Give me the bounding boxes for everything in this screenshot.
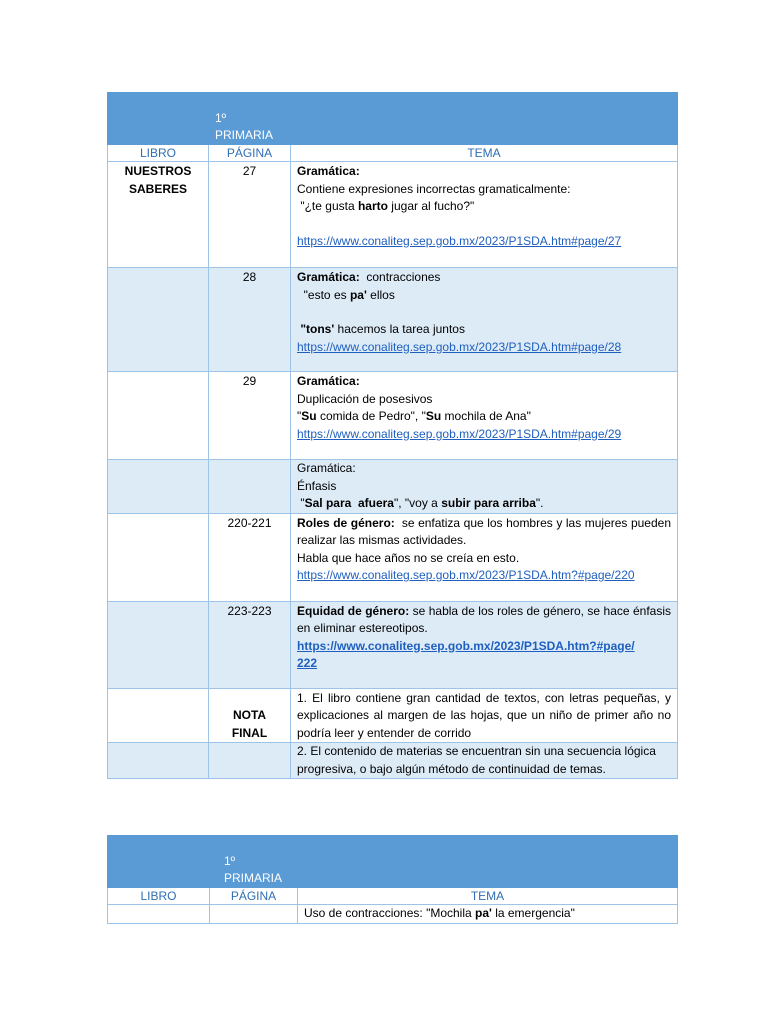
table-header-row xyxy=(108,93,678,145)
reference-link[interactable]: https://www.conaliteg.sep.gob.mx/2023/P1SDA.htm#page/27 xyxy=(297,233,622,248)
topic-example xyxy=(297,495,671,513)
example-text: hacemos la tarea juntos xyxy=(334,322,465,336)
topic-heading: Gramática: xyxy=(297,374,360,388)
book-empty-cell xyxy=(108,460,209,514)
topic-text: la emergencia" xyxy=(491,906,575,920)
book-empty-cell xyxy=(108,688,209,743)
table-header-row xyxy=(108,836,678,888)
example-text: "¿te gusta xyxy=(297,199,358,213)
example-text: " xyxy=(297,409,302,423)
table-row xyxy=(108,460,678,514)
column-header-page: PÁGINA xyxy=(210,888,298,905)
topic-example xyxy=(297,321,671,339)
example-bold: Su xyxy=(425,409,442,423)
column-header-topic: TEMA xyxy=(298,888,678,905)
page-number: 29 xyxy=(209,372,291,460)
page-empty-cell xyxy=(209,743,291,779)
book-empty-cell xyxy=(108,743,209,779)
final-note-2: 2. El contenido de materias se encuentran sin una secuencia lógica progresiva, o bajo algún método de continuidad de temas. xyxy=(291,743,678,779)
topic-example xyxy=(297,408,671,426)
reference-link-continued[interactable]: 222 xyxy=(297,656,318,670)
topic-example xyxy=(297,198,671,216)
topic-cell xyxy=(298,905,678,924)
example-bold: "tons' xyxy=(297,322,335,336)
example-bold: pa' xyxy=(349,287,367,302)
topic-text: Énfasis xyxy=(297,478,337,493)
example-text: mochila de Ana" xyxy=(441,409,531,423)
topic-text: Uso de contracciones: "Mochila xyxy=(304,906,476,920)
page-number: 220-221 xyxy=(209,513,291,601)
topic-cell xyxy=(291,372,678,460)
topic-cell xyxy=(291,601,678,688)
reference-link[interactable]: https://www.conaliteg.sep.gob.mx/2023/P1SDA.htm?#page/220 xyxy=(297,568,635,582)
topic-text: se habla de los roles de género, se hace énfasis en eliminar estereotipos. xyxy=(297,603,671,635)
table-row xyxy=(108,162,678,268)
example-text: " xyxy=(297,496,305,510)
table-row xyxy=(108,601,678,688)
topic-cell xyxy=(291,513,678,601)
reference-link[interactable]: https://www.conaliteg.sep.gob.mx/2023/P1SDA.htm#page/29 xyxy=(297,426,622,441)
example-bold: pa' xyxy=(475,906,492,920)
topic-cell xyxy=(291,268,678,372)
topic-heading: Equidad de género: xyxy=(297,603,410,618)
column-header-book: LIBRO xyxy=(108,145,209,162)
final-note-label: NOTA FINAL xyxy=(209,688,291,743)
grade-label: 1º PRIMARIA xyxy=(209,93,291,145)
book-empty-cell xyxy=(108,601,209,688)
column-header-page: PÁGINA xyxy=(209,145,291,162)
topic-text: contracciones xyxy=(359,270,441,284)
page-number: 27 xyxy=(209,162,291,268)
page-number: 223-223 xyxy=(209,601,291,688)
example-text: "esto es xyxy=(297,287,350,302)
book-name: NUESTROS SABERES xyxy=(108,162,209,268)
header-empty-cell xyxy=(108,836,210,888)
table-row xyxy=(108,513,678,601)
reference-link[interactable]: https://www.conaliteg.sep.gob.mx/2023/P1SDA.htm#page/28 xyxy=(297,339,622,354)
table-row xyxy=(108,372,678,460)
topic-paragraph xyxy=(297,515,675,550)
topic-text: se enfatiza que los hombres y las mujeres pueden realizar las mismas actividades. xyxy=(297,515,675,547)
topic-text: Contiene expresiones incorrectas gramaticalmente: xyxy=(297,181,571,196)
topic-cell xyxy=(291,460,678,514)
example-text: ". xyxy=(535,496,544,510)
header-empty-cell xyxy=(298,836,678,888)
grade-label: 1º PRIMARIA xyxy=(210,836,298,888)
table-row xyxy=(108,905,678,924)
example-text: jugar al fucho?" xyxy=(387,199,475,213)
topic-text: Habla que hace años no se creía en esto. xyxy=(297,550,520,565)
book-empty-cell xyxy=(108,372,209,460)
reference-link[interactable]: https://www.conaliteg.sep.gob.mx/2023/P1SDA.htm?#page/ xyxy=(297,638,635,653)
curriculum-table-1 xyxy=(107,92,678,779)
table-row xyxy=(108,743,678,779)
topic-cell xyxy=(291,162,678,268)
topic-heading: Gramática: xyxy=(297,270,360,284)
header-empty-cell xyxy=(291,93,678,145)
column-header-book: LIBRO xyxy=(108,888,210,905)
page-number xyxy=(209,460,291,514)
page-number: 28 xyxy=(209,268,291,372)
topic-heading: Roles de género: xyxy=(297,515,395,530)
topic-heading-line xyxy=(297,269,671,287)
table-row xyxy=(108,268,678,372)
example-text: ", "voy a xyxy=(393,496,442,510)
topic-paragraph xyxy=(297,603,671,638)
example-bold: Su xyxy=(301,409,317,423)
topic-example xyxy=(297,287,671,305)
topic-heading: Gramática: xyxy=(297,461,356,475)
page-empty-cell xyxy=(210,905,298,924)
column-header-topic: TEMA xyxy=(291,145,678,162)
curriculum-table-2 xyxy=(107,835,678,924)
example-bold: harto xyxy=(357,199,388,213)
example-bold: Sal para afuera xyxy=(304,496,394,510)
book-empty-cell xyxy=(108,268,209,372)
book-empty-cell xyxy=(108,513,209,601)
table-row xyxy=(108,688,678,743)
final-note-1: 1. El libro contiene gran cantidad de textos, con letras pequeñas, y explicaciones al margen de las hojas, que un niño de primer año no podría leer y entender de corrido xyxy=(291,688,678,743)
topic-text: Duplicación de posesivos xyxy=(297,391,433,406)
column-header-row xyxy=(108,888,678,905)
book-empty-cell xyxy=(108,905,210,924)
example-text: comida de Pedro", " xyxy=(316,409,426,423)
example-text: ellos xyxy=(366,287,395,302)
column-header-row xyxy=(108,145,678,162)
example-bold: subir para arriba xyxy=(441,496,536,510)
header-empty-cell xyxy=(108,93,209,145)
topic-heading: Gramática: xyxy=(297,164,360,178)
